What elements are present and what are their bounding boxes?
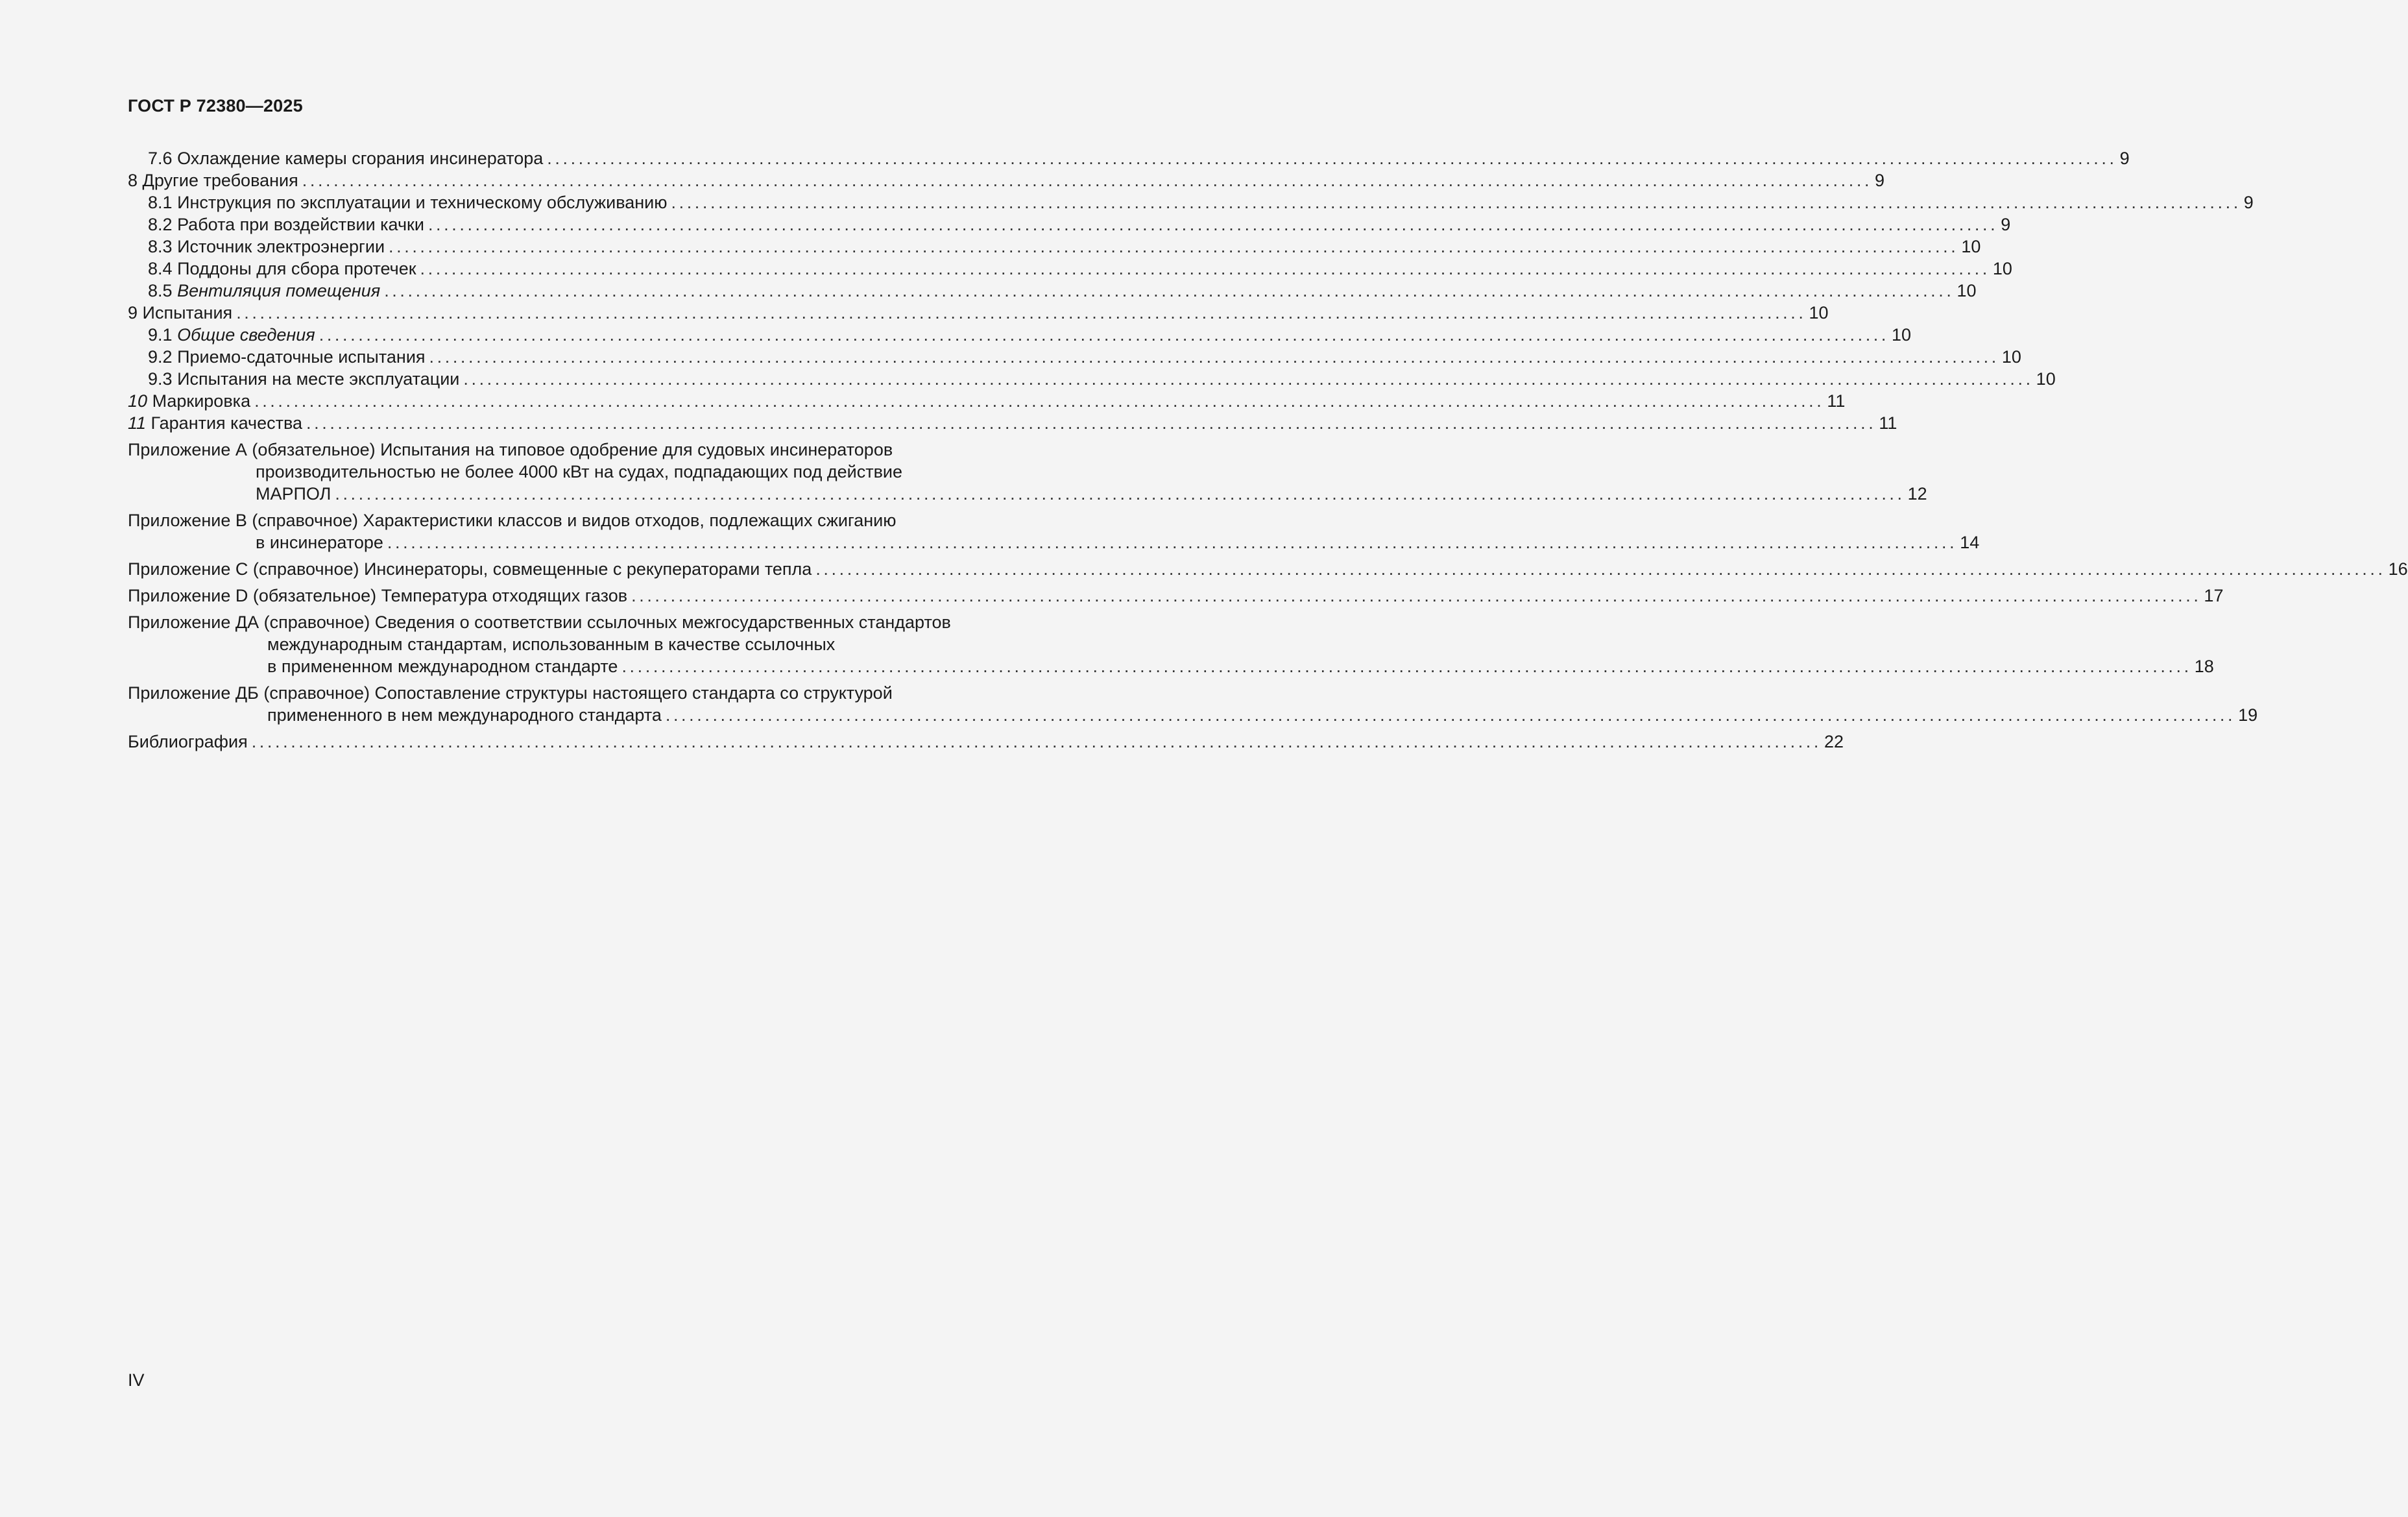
toc-page-number: 9 — [1875, 171, 1885, 190]
toc-entry-9-1[interactable] — [128, 324, 1912, 346]
toc-title: Охлаждение камеры сгорания инсинератора — [177, 149, 544, 168]
toc-entry-bibliography[interactable] — [128, 731, 1844, 753]
toc-number: 8.1 — [148, 193, 173, 212]
toc-title: Вентиляция помещения — [177, 281, 381, 300]
toc-entry-appendix-b[interactable] — [128, 509, 1980, 553]
toc-title: Общие сведения — [177, 325, 315, 345]
toc-title-line: производительностью не более 4000 кВт на судах, подпадающих под действие — [256, 462, 903, 481]
toc-page-number: 14 — [1960, 533, 1980, 552]
toc-leader-dots: ........................................................................................................................................................................................................ — [420, 259, 1990, 278]
toc-leader-dots: ........................................................................................................................................................................................................ — [665, 705, 2236, 725]
toc-leader-dots: ........................................................................................................................................................................................................ — [384, 281, 1955, 300]
toc-entry-appendix-db[interactable] — [128, 682, 2258, 726]
toc-title: Приемо-сдаточные испытания — [177, 347, 426, 367]
toc-leader-dots: ........................................................................................................................................................................................................ — [251, 732, 1822, 751]
toc-title: Приложение D (обязательное) Температура отходящих газов — [128, 586, 628, 605]
toc-leader-dots: ........................................................................................................................................................................................................ — [463, 369, 2034, 389]
toc-leader-dots: ........................................................................................................................................................................................................ — [547, 149, 2117, 168]
toc-entry-9-3[interactable] — [128, 368, 2056, 390]
toc-number: 7.6 — [148, 149, 173, 168]
toc-leader-dots: ........................................................................................................................................................................................................ — [389, 237, 1959, 256]
toc-number: 8.2 — [148, 215, 173, 234]
toc-title-line: международным стандартам, использованным в качестве ссылочных — [267, 635, 836, 654]
toc-title: Инструкция по эксплуатации и техническому обслуживанию — [177, 193, 668, 212]
toc-leader-dots: ........................................................................................................................................................................................................ — [254, 391, 1825, 411]
toc-page-number: 10 — [1961, 237, 1981, 256]
toc-page-number: 10 — [1809, 303, 1829, 322]
toc-leader-dots: ........................................................................................................................................................................................................ — [387, 533, 1958, 552]
toc-number: 11 — [128, 413, 147, 433]
toc-leader-dots: ........................................................................................................................................................................................................ — [671, 193, 2241, 212]
toc-number: 9.3 — [148, 369, 173, 389]
toc-number: 9.2 — [148, 347, 173, 367]
toc-title: Испытания — [142, 303, 233, 322]
toc-entry-appendix-d[interactable] — [128, 585, 2224, 607]
toc-entry-11[interactable] — [128, 412, 1897, 434]
toc-leader-dots: ........................................................................................................................................................................................................ — [335, 484, 1905, 504]
toc-leader-dots: ........................................................................................................................................................................................................ — [302, 171, 1873, 190]
toc-title: Поддоны для сбора протечек — [177, 259, 416, 278]
toc-page-number: 11 — [1879, 413, 1897, 433]
toc-title: Приложение С (справочное) Инсинераторы, совмещенные с рекуператорами тепла — [128, 559, 812, 579]
toc-title: Другие требования — [142, 171, 298, 190]
toc-number: 10 — [128, 391, 148, 411]
toc-title-line: примененного в нем международного стандарта — [267, 705, 662, 725]
toc-title-line: Приложение А (обязательное) Испытания на типовое одобрение для судовых инсинераторов — [128, 440, 893, 459]
toc-entry-appendix-da[interactable] — [128, 611, 2214, 677]
toc-number: 8.4 — [148, 259, 173, 278]
toc-number: 8.3 — [148, 237, 173, 256]
toc-page-number: 10 — [1956, 281, 1977, 300]
toc-title-line: в примененном международном стандарте — [267, 657, 618, 676]
toc-title: Испытания на месте эксплуатации — [177, 369, 460, 389]
toc-entry-8-1[interactable] — [128, 191, 2254, 213]
toc-title: Источник электроэнергии — [177, 237, 385, 256]
toc-page-number: 12 — [1907, 484, 1927, 504]
toc-entry-7-6[interactable] — [128, 147, 2130, 169]
toc-title-line: МАРПОЛ — [256, 484, 331, 504]
toc-title-line: Приложение В (справочное) Характеристики классов и видов отходов, подлежащих сжиганию — [128, 511, 897, 530]
toc-entry-8-4[interactable] — [128, 258, 2012, 280]
toc-entry-8-2[interactable] — [128, 213, 2011, 236]
toc-entry-8-3[interactable] — [128, 236, 1981, 258]
toc-page-number: 10 — [1992, 259, 2012, 278]
toc-number: 8 — [128, 171, 138, 190]
toc-title: Библиография — [128, 732, 248, 751]
toc-leader-dots: ........................................................................................................................................................................................................ — [306, 413, 1877, 433]
toc-title: Гарантия качества — [150, 413, 303, 433]
toc-leader-dots: ........................................................................................................................................................................................................ — [427, 215, 1999, 234]
toc-leader-dots: ........................................................................................................................................................................................................ — [319, 325, 1890, 345]
toc-number: 8.5 — [148, 281, 173, 300]
document-id-header: ГОСТ Р 72380—2025 — [128, 96, 303, 115]
toc-page-number: 9 — [2119, 149, 2130, 168]
toc-title: Работа при воздействии качки — [177, 215, 424, 234]
toc-page-number: 9 — [2001, 215, 2011, 234]
toc-page-number: 9 — [2243, 193, 2254, 212]
toc-leader-dots: ........................................................................................................................................................................................................ — [815, 559, 2386, 579]
toc-entry-appendix-a[interactable] — [128, 439, 1927, 505]
toc-title: Маркировка — [152, 391, 251, 411]
toc-number: 9 — [128, 303, 138, 322]
toc-title-line: Приложение ДБ (справочное) Сопоставление структуры настоящего стандарта со структурой — [128, 683, 893, 703]
page-number-footer: IV — [128, 1370, 145, 1390]
toc-number: 9.1 — [148, 325, 173, 345]
toc-page-number: 10 — [1892, 325, 1912, 345]
toc-entry-8-5[interactable] — [128, 280, 1977, 302]
toc-title-line: в инсинераторе — [256, 533, 383, 552]
toc-entry-8[interactable] — [128, 169, 1885, 191]
toc-entry-9-2[interactable] — [128, 346, 2021, 368]
toc-entry-appendix-c[interactable] — [128, 558, 2408, 580]
toc-page-number: 17 — [2204, 586, 2224, 605]
toc-entry-10[interactable] — [128, 390, 1846, 412]
toc-page-number: 18 — [2194, 657, 2214, 676]
toc-leader-dots: ........................................................................................................................................................................................................ — [621, 657, 2192, 676]
toc-page-number: 10 — [2001, 347, 2021, 367]
toc-page-number: 10 — [2036, 369, 2056, 389]
toc-entry-9[interactable] — [128, 302, 1829, 324]
toc-leader-dots: ........................................................................................................................................................................................................ — [236, 303, 1807, 322]
toc-page-number: 19 — [2238, 705, 2258, 725]
toc-leader-dots: ........................................................................................................................................................................................................ — [631, 586, 2202, 605]
table-of-contents — [128, 147, 2408, 753]
toc-page-number: 16 — [2388, 559, 2408, 579]
toc-page-number: 22 — [1824, 732, 1844, 751]
toc-page-number: 11 — [1827, 391, 1846, 411]
toc-leader-dots: ........................................................................................................................................................................................................ — [429, 347, 1999, 367]
toc-title-line: Приложение ДА (справочное) Сведения о соответствии ссылочных межгосударственных стандартов — [128, 613, 951, 632]
